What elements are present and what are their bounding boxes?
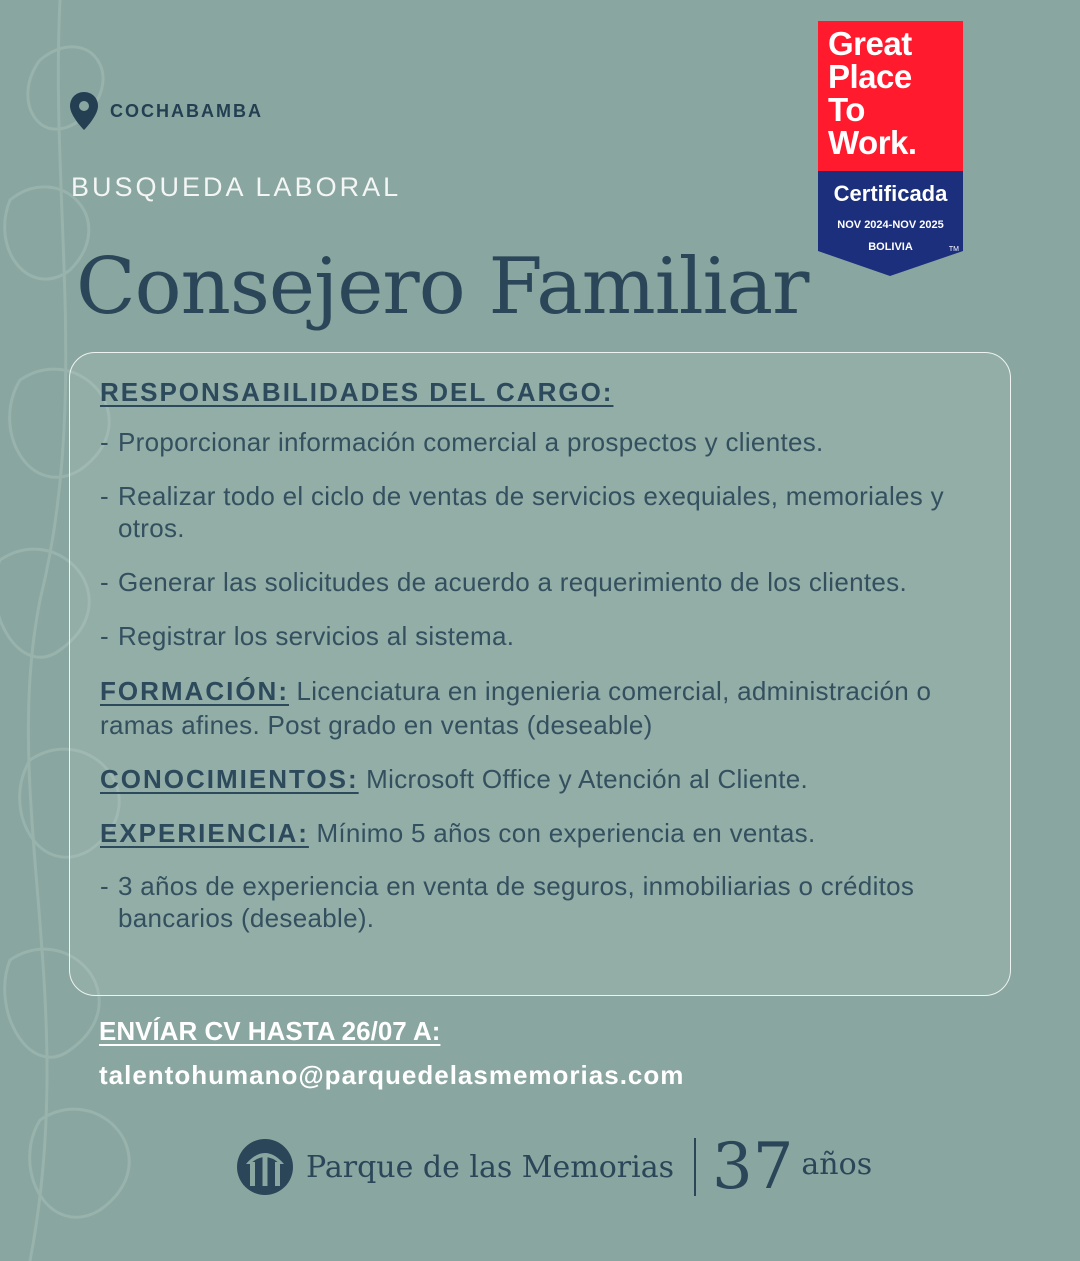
experiencia-label: EXPERIENCIA: <box>100 818 309 848</box>
conocimientos-section <box>100 762 990 796</box>
badge-red-panel <box>818 21 963 171</box>
badge-line-place: Place <box>828 58 912 95</box>
list-item <box>100 566 990 598</box>
cta-heading: ENVÍAR CV HASTA 26/07 A: <box>99 1016 441 1046</box>
formacion-section <box>100 674 990 742</box>
location-label: COCHABAMBA <box>110 100 263 121</box>
location-tag <box>70 92 263 130</box>
badge-trademark: TM <box>948 246 959 253</box>
list-item <box>100 480 990 544</box>
brand-name: Parque de las Memorias <box>306 1149 674 1185</box>
list-item-text: Proporcionar información comercial a prospectos y clientes. <box>118 427 824 457</box>
badge-certified: Certificada <box>833 181 948 206</box>
job-details-card <box>69 352 1011 996</box>
formacion-text: Licenciatura en ingenieria comercial, administración o ramas afines. Post grado en ventas (deseable) <box>100 676 932 740</box>
badge-country: BOLIVIA <box>868 241 913 253</box>
list-item <box>100 620 990 652</box>
badge-line-work: Work. <box>828 124 917 161</box>
brand-logo <box>236 1130 873 1204</box>
kicker-label: BUSQUEDA LABORAL <box>71 172 402 202</box>
badge-line-to: To <box>828 91 865 128</box>
list-dash: - <box>100 621 109 651</box>
list-item-text: Realizar todo el ciclo de ventas de servicios exequiales, memoriales y otros. <box>118 481 944 543</box>
badge-dates: NOV 2024-NOV 2025 <box>837 219 944 231</box>
experiencia-text: Mínimo 5 años con experiencia en ventas. <box>316 818 816 848</box>
list-item <box>100 870 990 934</box>
list-dash: - <box>100 567 109 597</box>
years-word: años <box>801 1146 873 1182</box>
badge-blue-panel <box>818 171 963 276</box>
list-item-text: 3 años de experiencia en venta de seguros, inmobiliarias o créditos bancarios (deseable). <box>118 871 915 933</box>
list-dash: - <box>100 481 109 511</box>
email-link[interactable]: talentohumano@parquedelasmemorias.com <box>99 1060 685 1090</box>
conocimientos-text: Microsoft Office y Atención al Cliente. <box>366 764 809 794</box>
experiencia-section <box>100 816 990 850</box>
formacion-label: FORMACIÓN: <box>100 676 289 706</box>
job-title: Consejero Familiar <box>76 242 809 332</box>
list-item-text: Generar las solicitudes de acuerdo a requerimiento de los clientes. <box>118 567 907 597</box>
brand-divider <box>694 1138 696 1196</box>
badge-line-great: Great <box>828 25 912 62</box>
responsibilities-list <box>100 426 990 652</box>
great-place-to-work-badge <box>818 21 963 276</box>
list-dash: - <box>100 427 109 457</box>
conocimientos-label: CONOCIMIENTOS: <box>100 764 359 794</box>
years-number: 37 <box>711 1130 794 1204</box>
list-item <box>100 426 990 458</box>
list-item-text: Registrar los servicios al sistema. <box>118 621 515 651</box>
location-pin-icon <box>70 92 98 130</box>
responsibilities-heading: RESPONSABILIDADES DEL CARGO: <box>100 377 614 407</box>
brand-mark-icon <box>236 1138 294 1196</box>
list-dash: - <box>100 871 109 901</box>
